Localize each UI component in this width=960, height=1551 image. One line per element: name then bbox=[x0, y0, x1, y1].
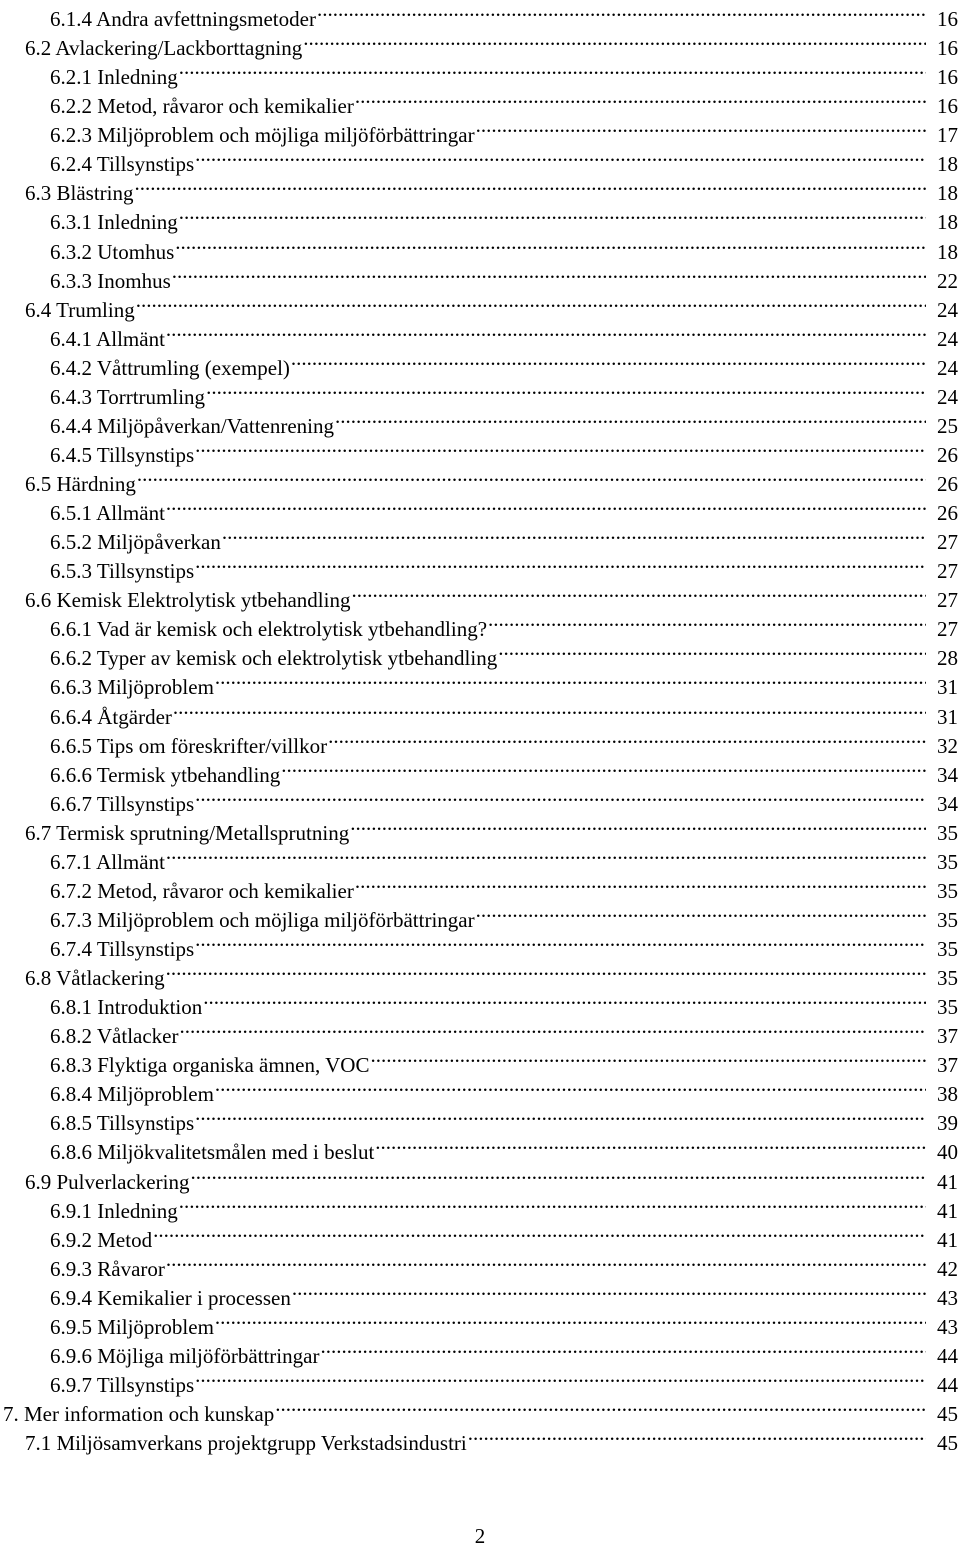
toc-entry-page: 18 bbox=[937, 181, 958, 206]
toc-entry[interactable] bbox=[0, 288, 960, 322]
toc-entry-page: 39 bbox=[937, 1111, 958, 1136]
toc-dot-leader bbox=[375, 1130, 926, 1159]
toc-entry-page: 18 bbox=[937, 239, 958, 264]
toc-entry-page: 16 bbox=[937, 65, 958, 90]
toc-entry[interactable] bbox=[0, 1363, 960, 1397]
toc-dot-leader bbox=[222, 520, 926, 549]
toc-entry-title: 6.7.2 Metod, råvaror och kemikalier bbox=[50, 878, 354, 903]
toc-entry-page: 41 bbox=[937, 1227, 958, 1252]
toc-entry-title: 6.9.4 Kemikalier i processen bbox=[50, 1285, 291, 1310]
toc-entry-page: 32 bbox=[937, 733, 958, 758]
toc-dot-leader bbox=[203, 985, 926, 1014]
toc-entry[interactable] bbox=[0, 1334, 960, 1368]
toc-entry[interactable] bbox=[0, 1189, 960, 1223]
toc-entry-page: 43 bbox=[937, 1285, 958, 1310]
toc-entry-page: 22 bbox=[937, 268, 958, 293]
toc-dot-leader bbox=[190, 1160, 926, 1189]
toc-entry-page: 27 bbox=[937, 530, 958, 555]
toc-entry-title: 6.9.3 Råvaror bbox=[50, 1256, 165, 1281]
toc-entry[interactable] bbox=[0, 1160, 960, 1194]
toc-entry-title: 6.6.6 Termisk ytbehandling bbox=[50, 762, 281, 787]
toc-entry-page: 18 bbox=[937, 210, 958, 235]
toc-entry[interactable] bbox=[0, 927, 960, 961]
toc-entry-title: 6.3 Blästring bbox=[25, 181, 134, 206]
toc-entry-title: 6.8.1 Introduktion bbox=[50, 995, 203, 1020]
toc-entry-page: 27 bbox=[937, 559, 958, 584]
toc-dot-leader bbox=[166, 1247, 926, 1276]
toc-dot-leader bbox=[137, 462, 926, 491]
toc-entry-page: 35 bbox=[937, 820, 958, 845]
toc-entry-title: 6.9.1 Inledning bbox=[50, 1198, 178, 1223]
toc-entry-page: 41 bbox=[937, 1169, 958, 1194]
toc-entry[interactable] bbox=[0, 724, 960, 758]
toc-entry[interactable] bbox=[0, 636, 960, 671]
toc-entry[interactable] bbox=[0, 782, 960, 816]
toc-entry-page: 27 bbox=[937, 588, 958, 613]
toc-entry-title: 6.5.1 Allmänt bbox=[50, 501, 165, 526]
toc-dot-leader bbox=[166, 317, 926, 346]
toc-entry-title: 7.1 Miljösamverkans projektgrupp Verkstadsindustri bbox=[25, 1431, 467, 1456]
toc-entry[interactable] bbox=[0, 404, 960, 438]
toc-entry-title: 6.8.3 Flyktiga organiska ämnen, VOC bbox=[50, 1053, 370, 1078]
toc-entry-page: 35 bbox=[937, 849, 958, 874]
toc-entry-title: 6.6.5 Tips om föreskrifter/villkor bbox=[50, 733, 328, 758]
toc-entry[interactable] bbox=[0, 1276, 960, 1310]
toc-entry-page: 37 bbox=[937, 1024, 958, 1049]
toc-dot-leader bbox=[317, 0, 926, 26]
toc-dot-leader bbox=[179, 55, 926, 84]
toc-entry-page: 31 bbox=[937, 704, 958, 729]
toc-entry[interactable] bbox=[0, 142, 960, 177]
toc-dot-leader bbox=[195, 782, 926, 811]
toc-entry-title: 6.5.2 Miljöpåverkan bbox=[50, 530, 221, 555]
toc-entry[interactable] bbox=[0, 1130, 960, 1165]
toc-dot-leader bbox=[136, 288, 926, 317]
toc-entry-title: 6.7.3 Miljöproblem och möjliga miljöförbättringar bbox=[50, 907, 475, 932]
toc-entry-page: 44 bbox=[937, 1343, 958, 1368]
toc-entry[interactable] bbox=[0, 462, 960, 496]
toc-entry-page: 26 bbox=[937, 442, 958, 467]
toc-entry-title: 6.4.3 Torrtrumling bbox=[50, 384, 206, 409]
toc-entry-page: 17 bbox=[937, 123, 958, 148]
toc-entry[interactable] bbox=[0, 55, 960, 90]
toc-entry-title: 6.9.6 Möjliga miljöförbättringar bbox=[50, 1343, 320, 1368]
toc-entry-title: 6.4.4 Miljöpåverkan/Vattenrening bbox=[50, 413, 335, 438]
toc-entry-page: 34 bbox=[937, 791, 958, 816]
toc-dot-leader bbox=[370, 1043, 926, 1072]
toc-dot-leader bbox=[468, 1421, 926, 1450]
toc-entry-title: 6.2.2 Metod, råvaror och kemikalier bbox=[50, 94, 354, 119]
toc-entry-page: 34 bbox=[937, 762, 958, 787]
page-number: 2 bbox=[474, 1524, 486, 1548]
toc-entry[interactable] bbox=[0, 1014, 960, 1049]
toc-entry-page: 35 bbox=[937, 995, 958, 1020]
toc-entry-page: 24 bbox=[937, 384, 958, 409]
toc-dot-leader bbox=[498, 636, 926, 665]
toc-entry-page: 16 bbox=[937, 7, 958, 31]
toc-entry[interactable] bbox=[0, 985, 960, 1020]
toc-entry-title: 6.6.1 Vad är kemisk och elektrolytisk ytbehandling? bbox=[50, 617, 488, 642]
toc-entry[interactable] bbox=[0, 840, 960, 874]
toc-entry[interactable] bbox=[0, 665, 960, 700]
toc-entry[interactable] bbox=[0, 171, 960, 206]
toc-entry-title: 6.9.2 Metod bbox=[50, 1227, 153, 1252]
toc-entry-title: 6.2.3 Miljöproblem och möjliga miljöförbättringar bbox=[50, 123, 475, 148]
toc-entry[interactable] bbox=[0, 433, 960, 467]
toc-dot-leader bbox=[206, 375, 926, 404]
toc-entry[interactable] bbox=[0, 549, 960, 584]
toc-dot-leader bbox=[179, 1189, 926, 1218]
toc-entry-title: 6.3.3 Inomhus bbox=[50, 268, 171, 293]
toc-dot-leader bbox=[215, 665, 926, 694]
toc-entry-title: 6.8.2 Våtlacker bbox=[50, 1024, 179, 1049]
toc-entry-title: 6.3.2 Utomhus bbox=[50, 239, 175, 264]
toc-dot-leader bbox=[195, 142, 926, 171]
toc-entry[interactable] bbox=[0, 84, 960, 119]
toc-entry[interactable] bbox=[0, 578, 960, 613]
toc-entry[interactable] bbox=[0, 1392, 960, 1426]
toc-entry-page: 26 bbox=[937, 501, 958, 526]
toc-entry-title: 6.9.5 Miljöproblem bbox=[50, 1314, 214, 1339]
toc-entry[interactable] bbox=[0, 753, 960, 787]
toc-dot-leader bbox=[195, 549, 926, 578]
toc-entry-page: 45 bbox=[937, 1402, 958, 1426]
toc-entry[interactable] bbox=[0, 259, 960, 293]
toc-entry-title: 6.6.2 Typer av kemisk och elektrolytisk ytbehandling bbox=[50, 646, 498, 671]
toc-entry[interactable] bbox=[0, 1247, 960, 1281]
toc-entry-page: 41 bbox=[937, 1198, 958, 1223]
toc-entry-title: 6.6.7 Tillsynstips bbox=[50, 791, 195, 816]
toc-dot-leader bbox=[172, 259, 926, 288]
toc-entry[interactable] bbox=[0, 1421, 960, 1456]
toc-entry[interactable] bbox=[0, 811, 960, 845]
toc-dot-leader bbox=[355, 869, 926, 898]
toc-entry-title: 6.4.1 Allmänt bbox=[50, 326, 165, 351]
toc-dot-leader bbox=[355, 84, 926, 113]
toc-entry-title: 6.2.1 Inledning bbox=[50, 65, 178, 90]
toc-entry-page: 35 bbox=[937, 966, 958, 991]
toc-entry-title: 6.3.1 Inledning bbox=[50, 210, 178, 235]
toc-dot-leader bbox=[292, 1276, 926, 1305]
toc-dot-leader bbox=[476, 113, 926, 142]
toc-entry-title: 6.4.2 Våttrumling (exempel) bbox=[50, 355, 290, 380]
toc-entry-title: 6.8.5 Tillsynstips bbox=[50, 1111, 195, 1136]
toc-entry-title: 6.6 Kemisk Elektrolytisk ytbehandling bbox=[25, 588, 351, 613]
toc-entry-page: 28 bbox=[937, 646, 958, 671]
toc-dot-leader bbox=[135, 171, 927, 200]
toc-dot-leader bbox=[179, 200, 926, 229]
toc-entry-title: 6.7 Termisk sprutning/Metallsprutning bbox=[25, 820, 350, 845]
toc-entry-page: 16 bbox=[937, 36, 958, 61]
toc-entry[interactable] bbox=[0, 200, 960, 235]
toc-dot-leader bbox=[320, 1334, 926, 1363]
toc-entry[interactable] bbox=[0, 1043, 960, 1078]
toc-entry[interactable] bbox=[0, 1072, 960, 1107]
toc-entry-page: 35 bbox=[937, 878, 958, 903]
toc-entry-title: 6.4.5 Tillsynstips bbox=[50, 442, 195, 467]
toc-dot-leader bbox=[179, 1014, 926, 1043]
toc-entry-page: 43 bbox=[937, 1314, 958, 1339]
toc-entry-title: 6.7.1 Allmänt bbox=[50, 849, 165, 874]
toc-entry-page: 42 bbox=[937, 1256, 958, 1281]
toc-dot-leader bbox=[195, 1363, 926, 1392]
toc-entry[interactable] bbox=[0, 898, 960, 932]
toc-entry[interactable] bbox=[0, 695, 960, 729]
toc-entry-page: 24 bbox=[937, 297, 958, 322]
toc-entry-page: 26 bbox=[937, 472, 958, 496]
toc-entry-page: 45 bbox=[937, 1431, 958, 1456]
toc-entry-page: 16 bbox=[937, 94, 958, 119]
toc-entry-page: 35 bbox=[937, 907, 958, 932]
toc-dot-leader bbox=[488, 607, 926, 636]
toc-entry[interactable] bbox=[0, 0, 960, 31]
toc-entry[interactable] bbox=[0, 491, 960, 526]
toc-dot-leader bbox=[166, 840, 926, 869]
toc-dot-leader bbox=[328, 724, 926, 753]
toc-entry[interactable] bbox=[0, 520, 960, 555]
toc-dot-leader bbox=[175, 230, 926, 259]
toc-entry-page: 37 bbox=[937, 1053, 958, 1078]
toc-dot-leader bbox=[275, 1392, 926, 1421]
toc-entry-page: 24 bbox=[937, 326, 958, 351]
toc-entry[interactable] bbox=[0, 317, 960, 351]
toc-entry[interactable] bbox=[0, 230, 960, 264]
toc-dot-leader bbox=[303, 26, 926, 55]
toc-entry[interactable] bbox=[0, 1305, 960, 1339]
toc-entry-page: 31 bbox=[937, 675, 958, 700]
toc-dot-leader bbox=[166, 956, 926, 985]
toc-entry-title: 6.8.6 Miljökvalitetsmålen med i beslut bbox=[50, 1140, 375, 1165]
toc-entry[interactable] bbox=[0, 869, 960, 903]
toc-dot-leader bbox=[281, 753, 926, 782]
toc-entry[interactable] bbox=[0, 375, 960, 409]
toc-entry[interactable] bbox=[0, 26, 960, 61]
toc-entry-title: 7. Mer information och kunskap bbox=[3, 1402, 275, 1426]
toc-dot-leader bbox=[166, 491, 926, 520]
toc-dot-leader bbox=[195, 927, 926, 956]
toc-entry-title: 6.6.4 Åtgärder bbox=[50, 704, 172, 729]
toc-dot-leader bbox=[351, 578, 926, 607]
toc-dot-leader bbox=[476, 898, 926, 927]
toc-entry-page: 27 bbox=[937, 617, 958, 642]
toc-entry-title: 6.5.3 Tillsynstips bbox=[50, 559, 195, 584]
toc-entry-title: 6.7.4 Tillsynstips bbox=[50, 937, 195, 961]
toc-dot-leader bbox=[291, 346, 926, 375]
toc-dot-leader bbox=[173, 695, 926, 724]
toc-entry-title: 6.1.4 Andra avfettningsmetoder bbox=[50, 7, 316, 31]
toc-entry-title: 6.8 Våtlackering bbox=[25, 966, 165, 991]
toc-entry-title: 6.8.4 Miljöproblem bbox=[50, 1082, 214, 1107]
toc-entry-page: 44 bbox=[937, 1372, 958, 1397]
toc-entry[interactable] bbox=[0, 1218, 960, 1252]
toc-entry-page: 40 bbox=[937, 1140, 958, 1165]
toc-entry-page: 18 bbox=[937, 152, 958, 177]
toc-entry-title: 6.2.4 Tillsynstips bbox=[50, 152, 195, 177]
toc-dot-leader bbox=[195, 433, 926, 462]
toc-entry-page: 24 bbox=[937, 355, 958, 380]
toc-entry-title: 6.6.3 Miljöproblem bbox=[50, 675, 214, 700]
toc-entry-title: 6.9.7 Tillsynstips bbox=[50, 1372, 195, 1397]
toc-dot-leader bbox=[195, 1101, 926, 1130]
toc-entry[interactable] bbox=[0, 956, 960, 991]
toc-dot-leader bbox=[350, 811, 926, 840]
toc-entry-page: 35 bbox=[937, 937, 958, 961]
toc-entry-title: 6.2 Avlackering/Lackborttagning bbox=[25, 36, 303, 61]
toc-entry[interactable] bbox=[0, 1101, 960, 1136]
toc-dot-leader bbox=[215, 1305, 926, 1334]
toc-entry-title: 6.5 Härdning bbox=[25, 472, 136, 496]
toc-entry-title: 6.4 Trumling bbox=[25, 297, 135, 322]
toc-entry[interactable] bbox=[0, 346, 960, 380]
toc-entry[interactable] bbox=[0, 607, 960, 642]
toc-entry-title: 6.9 Pulverlackering bbox=[25, 1169, 190, 1194]
toc-dot-leader bbox=[335, 404, 926, 433]
toc-entry[interactable] bbox=[0, 113, 960, 148]
toc-entry-page: 25 bbox=[937, 413, 958, 438]
toc-entry-page: 38 bbox=[937, 1082, 958, 1107]
toc-dot-leader bbox=[153, 1218, 926, 1247]
toc-dot-leader bbox=[215, 1072, 926, 1101]
